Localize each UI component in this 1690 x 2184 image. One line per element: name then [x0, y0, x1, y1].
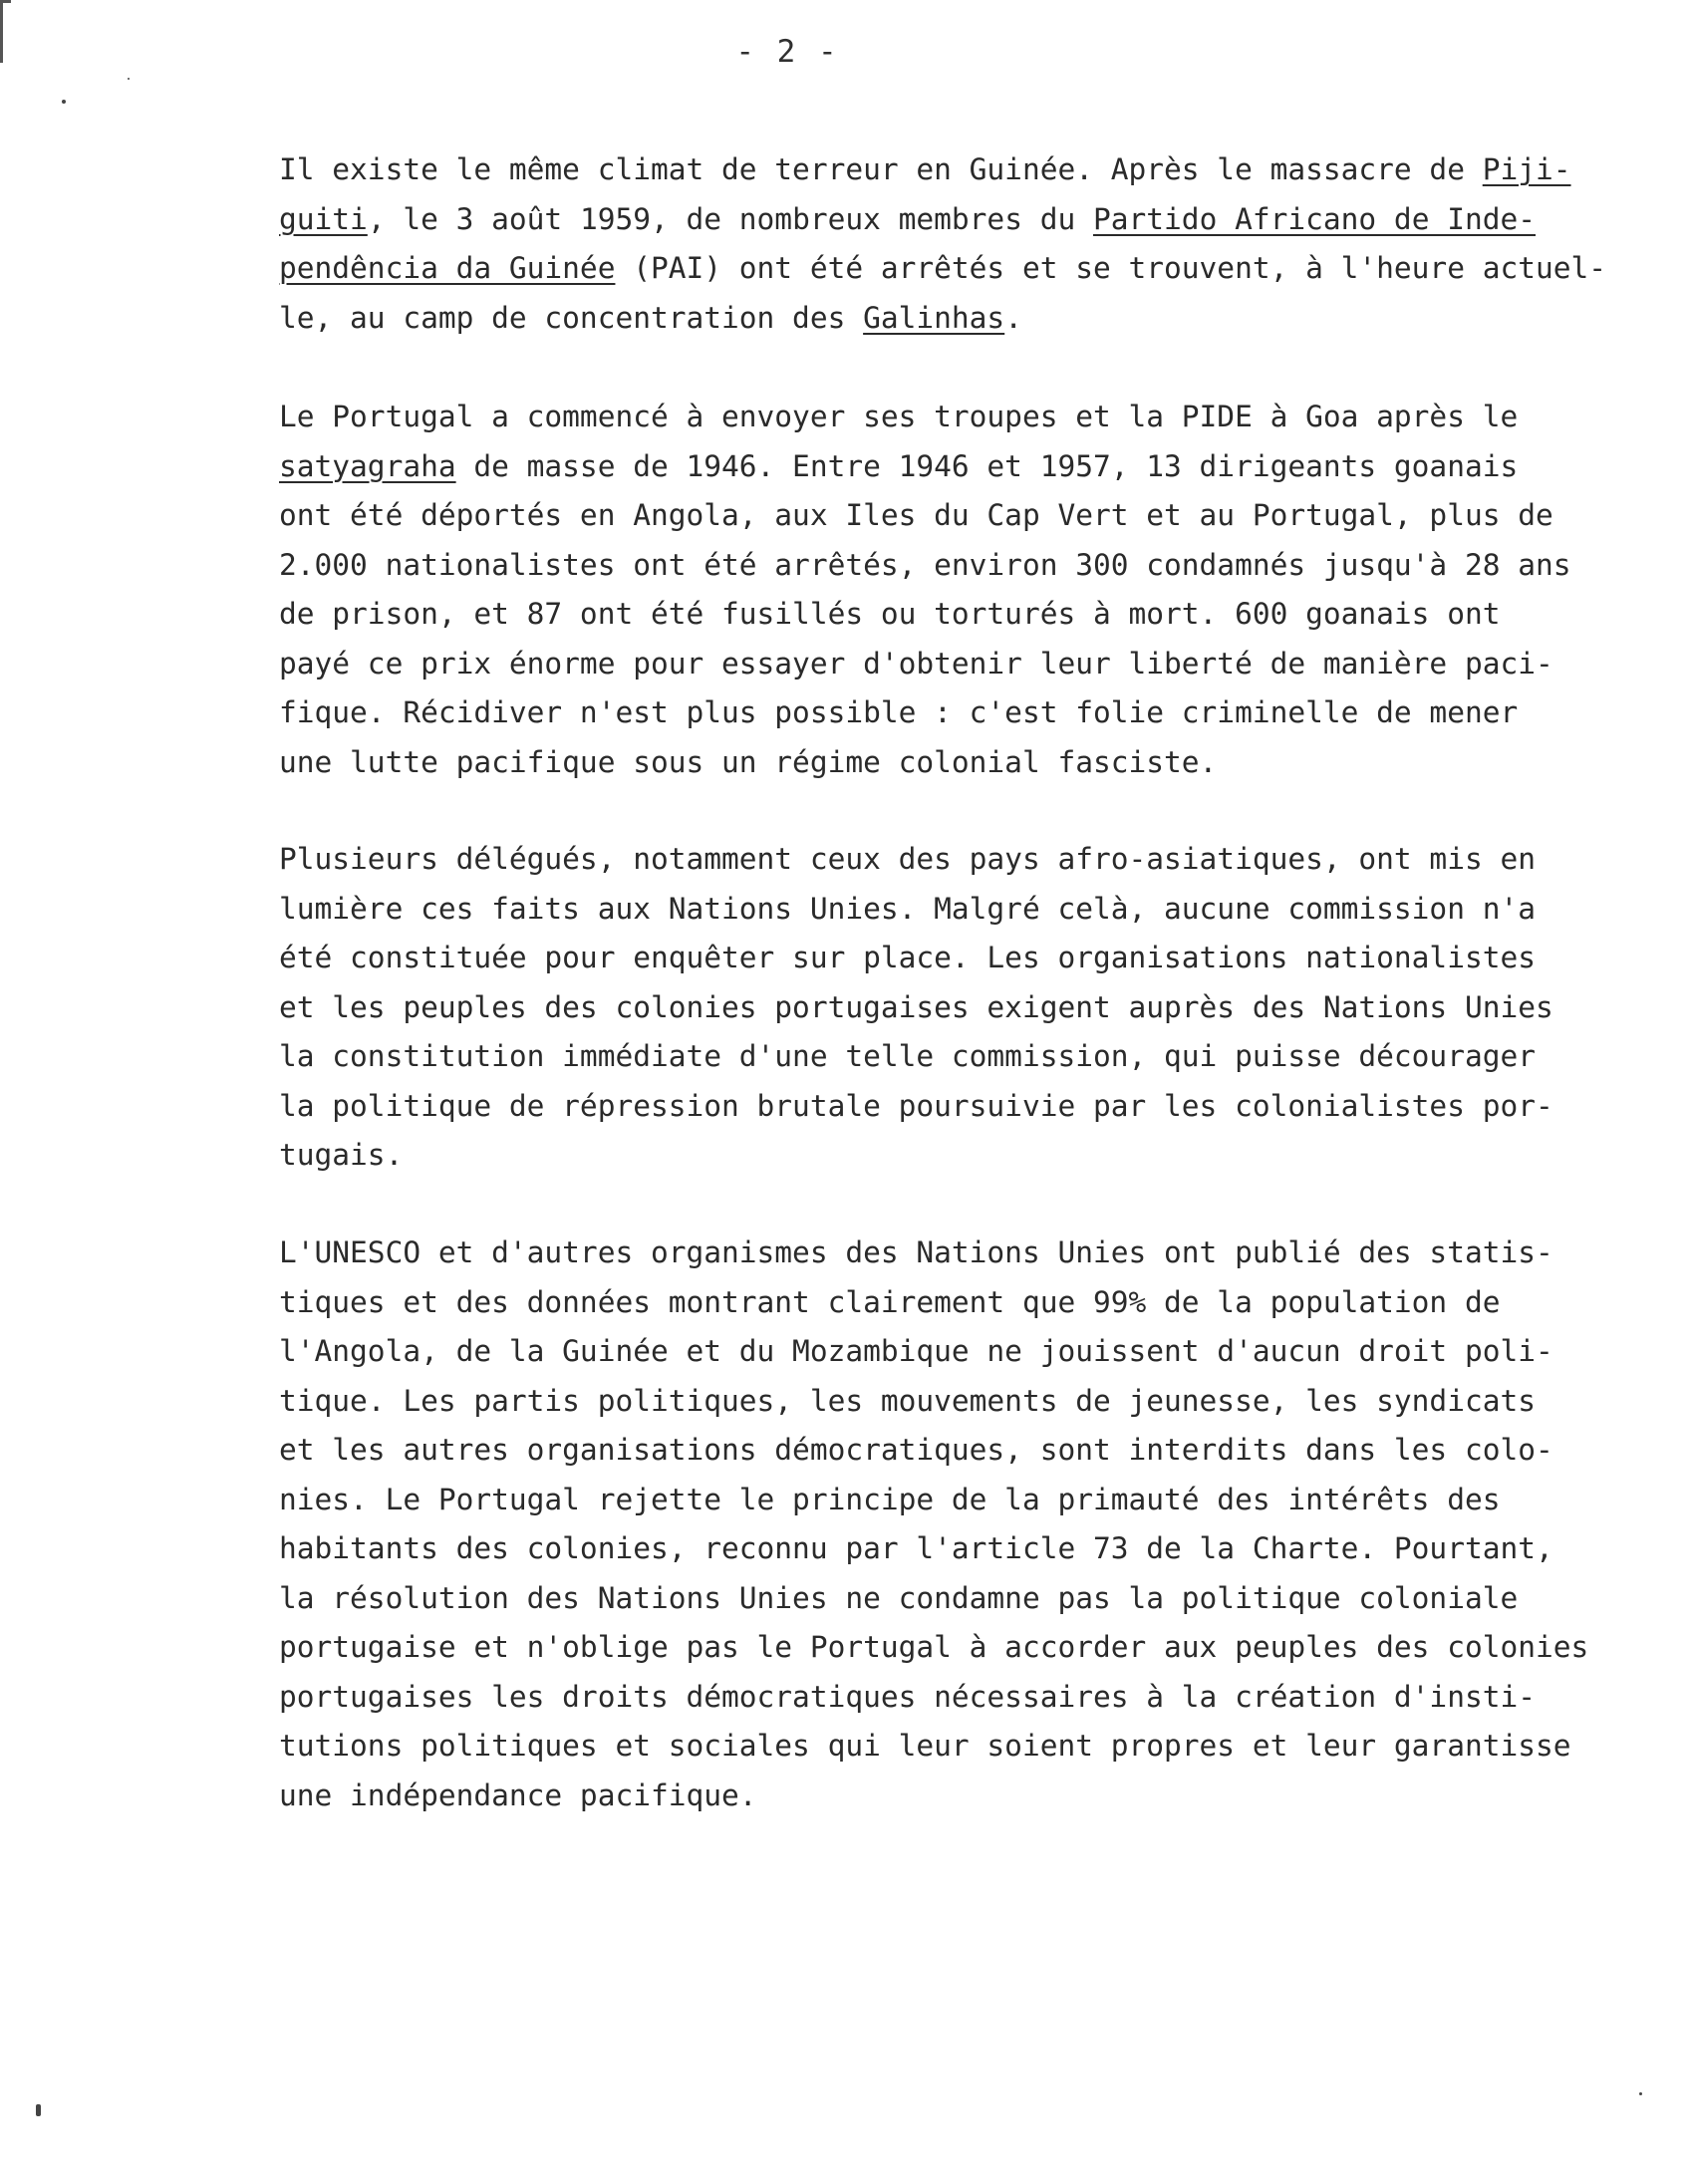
- text-segment: ont été déportés en Angola, aux Iles du Cap Vert et au Portugal, plus de: [279, 498, 1553, 532]
- text-line: [279, 1772, 1634, 1821]
- text-line: [279, 640, 1634, 689]
- text-line: [279, 1623, 1634, 1673]
- text-line: [279, 1673, 1634, 1723]
- text-segment: tiques et des données montrant clairement que 99% de la population de: [279, 1284, 1501, 1319]
- text-segment: et les peuples des colonies portugaises exigent auprès des Nations Unies: [279, 989, 1553, 1024]
- text-line: [279, 1426, 1634, 1476]
- text-line: [279, 1722, 1634, 1772]
- text-segment: payé ce prix énorme pour essayer d'obtenir leur liberté de manière paci-: [279, 646, 1553, 681]
- text-line: [279, 145, 1634, 195]
- text-segment: de masse de 1946. Entre 1946 et 1957, 13 dirigeants goanais: [455, 448, 1519, 483]
- text-segment: l'Angola, de la Guinée et du Mozambique ne jouissent d'aucun droit poli-: [279, 1334, 1553, 1368]
- text-line: [279, 1327, 1634, 1377]
- text-segment: tique. Les partis politiques, les mouvements de jeunesse, les syndicats: [279, 1383, 1536, 1418]
- text-segment: une indépendance pacifique.: [279, 1777, 757, 1812]
- underlined-text: Piji-: [1482, 152, 1571, 186]
- text-segment: (PAI) ont été arrêtés et se trouvent, à l'heure actuel-: [615, 251, 1607, 285]
- text-segment: de prison, et 87 ont été fusillés ou torturés à mort. 600 goanais ont: [279, 597, 1501, 631]
- page-number: - 2 -: [735, 34, 839, 70]
- text-line: [279, 294, 1634, 344]
- text-segment: 2.000 nationalistes ont été arrêtés, environ 300 condamnés jusqu'à 28 ans: [279, 547, 1571, 582]
- scan-edge-mark: [0, 0, 11, 63]
- underlined-text: satyagraha: [279, 448, 456, 483]
- text-line: [279, 393, 1634, 442]
- text-segment: Plusieurs délégués, notamment ceux des pays afro-asiatiques, ont mis en: [279, 842, 1536, 876]
- text-segment: , le 3 août 1959, de nombreux membres du: [367, 201, 1093, 236]
- text-segment: .: [1004, 300, 1022, 335]
- paragraph-goa: [279, 393, 1634, 787]
- text-line: [279, 835, 1634, 885]
- scan-speck: [36, 2104, 41, 2116]
- text-segment: portugaises les droits démocratiques nécessaires à la création d'insti-: [279, 1679, 1536, 1714]
- text-segment: tutions politiques et sociales qui leur soient propres et leur garantisse: [279, 1729, 1571, 1763]
- text-line: [279, 590, 1634, 640]
- paragraph-unesco: [279, 1228, 1634, 1820]
- text-segment: la politique de répression brutale poursuivie par les colonialistes por-: [279, 1088, 1553, 1123]
- text-segment: habitants des colonies, reconnu par l'article 73 de la Charte. Pourtant,: [279, 1531, 1553, 1565]
- text-segment: et les autres organisations démocratiques, sont interdits dans les colo-: [279, 1433, 1553, 1467]
- text-line: [279, 491, 1634, 541]
- text-line: [279, 541, 1634, 591]
- text-line: [279, 1476, 1634, 1525]
- text-line: [279, 983, 1634, 1033]
- text-line: [279, 885, 1634, 935]
- text-line: [279, 1131, 1634, 1181]
- text-line: [279, 1278, 1634, 1328]
- text-segment: L'UNESCO et d'autres organismes des Nations Unies ont publié des statis-: [279, 1235, 1553, 1269]
- scan-speck: [62, 100, 66, 104]
- underlined-text: pendência da Guinée: [279, 251, 616, 285]
- text-line: [279, 1377, 1634, 1427]
- text-segment: fique. Récidiver n'est plus possible : c'est folie criminelle de mener: [279, 695, 1519, 729]
- text-segment: Le Portugal a commencé à envoyer ses troupes et la PIDE à Goa après le: [279, 400, 1519, 433]
- text-line: [279, 244, 1634, 294]
- text-line: [279, 442, 1634, 492]
- text-segment: portugaise et n'oblige pas le Portugal à accorder aux peuples des colonies: [279, 1630, 1589, 1664]
- underlined-text: guiti: [279, 201, 368, 236]
- paragraph-nations-unies: [279, 835, 1634, 1181]
- text-segment: une lutte pacifique sous un régime colonial fasciste.: [279, 744, 1218, 779]
- text-line: [279, 688, 1634, 738]
- text-line: [279, 1574, 1634, 1624]
- text-segment: été constituée pour enquêter sur place. Les organisations nationalistes: [279, 941, 1536, 974]
- paragraph-guinee: [279, 145, 1634, 343]
- text-segment: la résolution des Nations Unies ne condamne pas la politique coloniale: [279, 1580, 1519, 1615]
- text-segment: nies. Le Portugal rejette le principe de la primauté des intérêts des: [279, 1482, 1501, 1516]
- text-line: [279, 1032, 1634, 1082]
- text-segment: le, au camp de concentration des: [279, 300, 864, 335]
- text-line: [279, 1228, 1634, 1278]
- text-segment: tugais.: [279, 1138, 404, 1172]
- text-line: [279, 1082, 1634, 1132]
- scan-speck: [1639, 2092, 1642, 2095]
- text-segment: la constitution immédiate d'une telle commission, qui puisse décourager: [279, 1039, 1536, 1073]
- scan-speck: [128, 78, 130, 80]
- text-line: [279, 195, 1634, 245]
- text-line: [279, 738, 1634, 788]
- text-line: [279, 934, 1634, 983]
- underlined-text: Partido Africano de Inde-: [1093, 201, 1537, 236]
- text-segment: Il existe le même climat de terreur en Guinée. Après le massacre de: [279, 152, 1483, 186]
- text-line: [279, 1524, 1634, 1574]
- underlined-text: Galinhas: [863, 300, 1005, 335]
- text-segment: lumière ces faits aux Nations Unies. Malgré celà, aucune commission n'a: [279, 891, 1536, 926]
